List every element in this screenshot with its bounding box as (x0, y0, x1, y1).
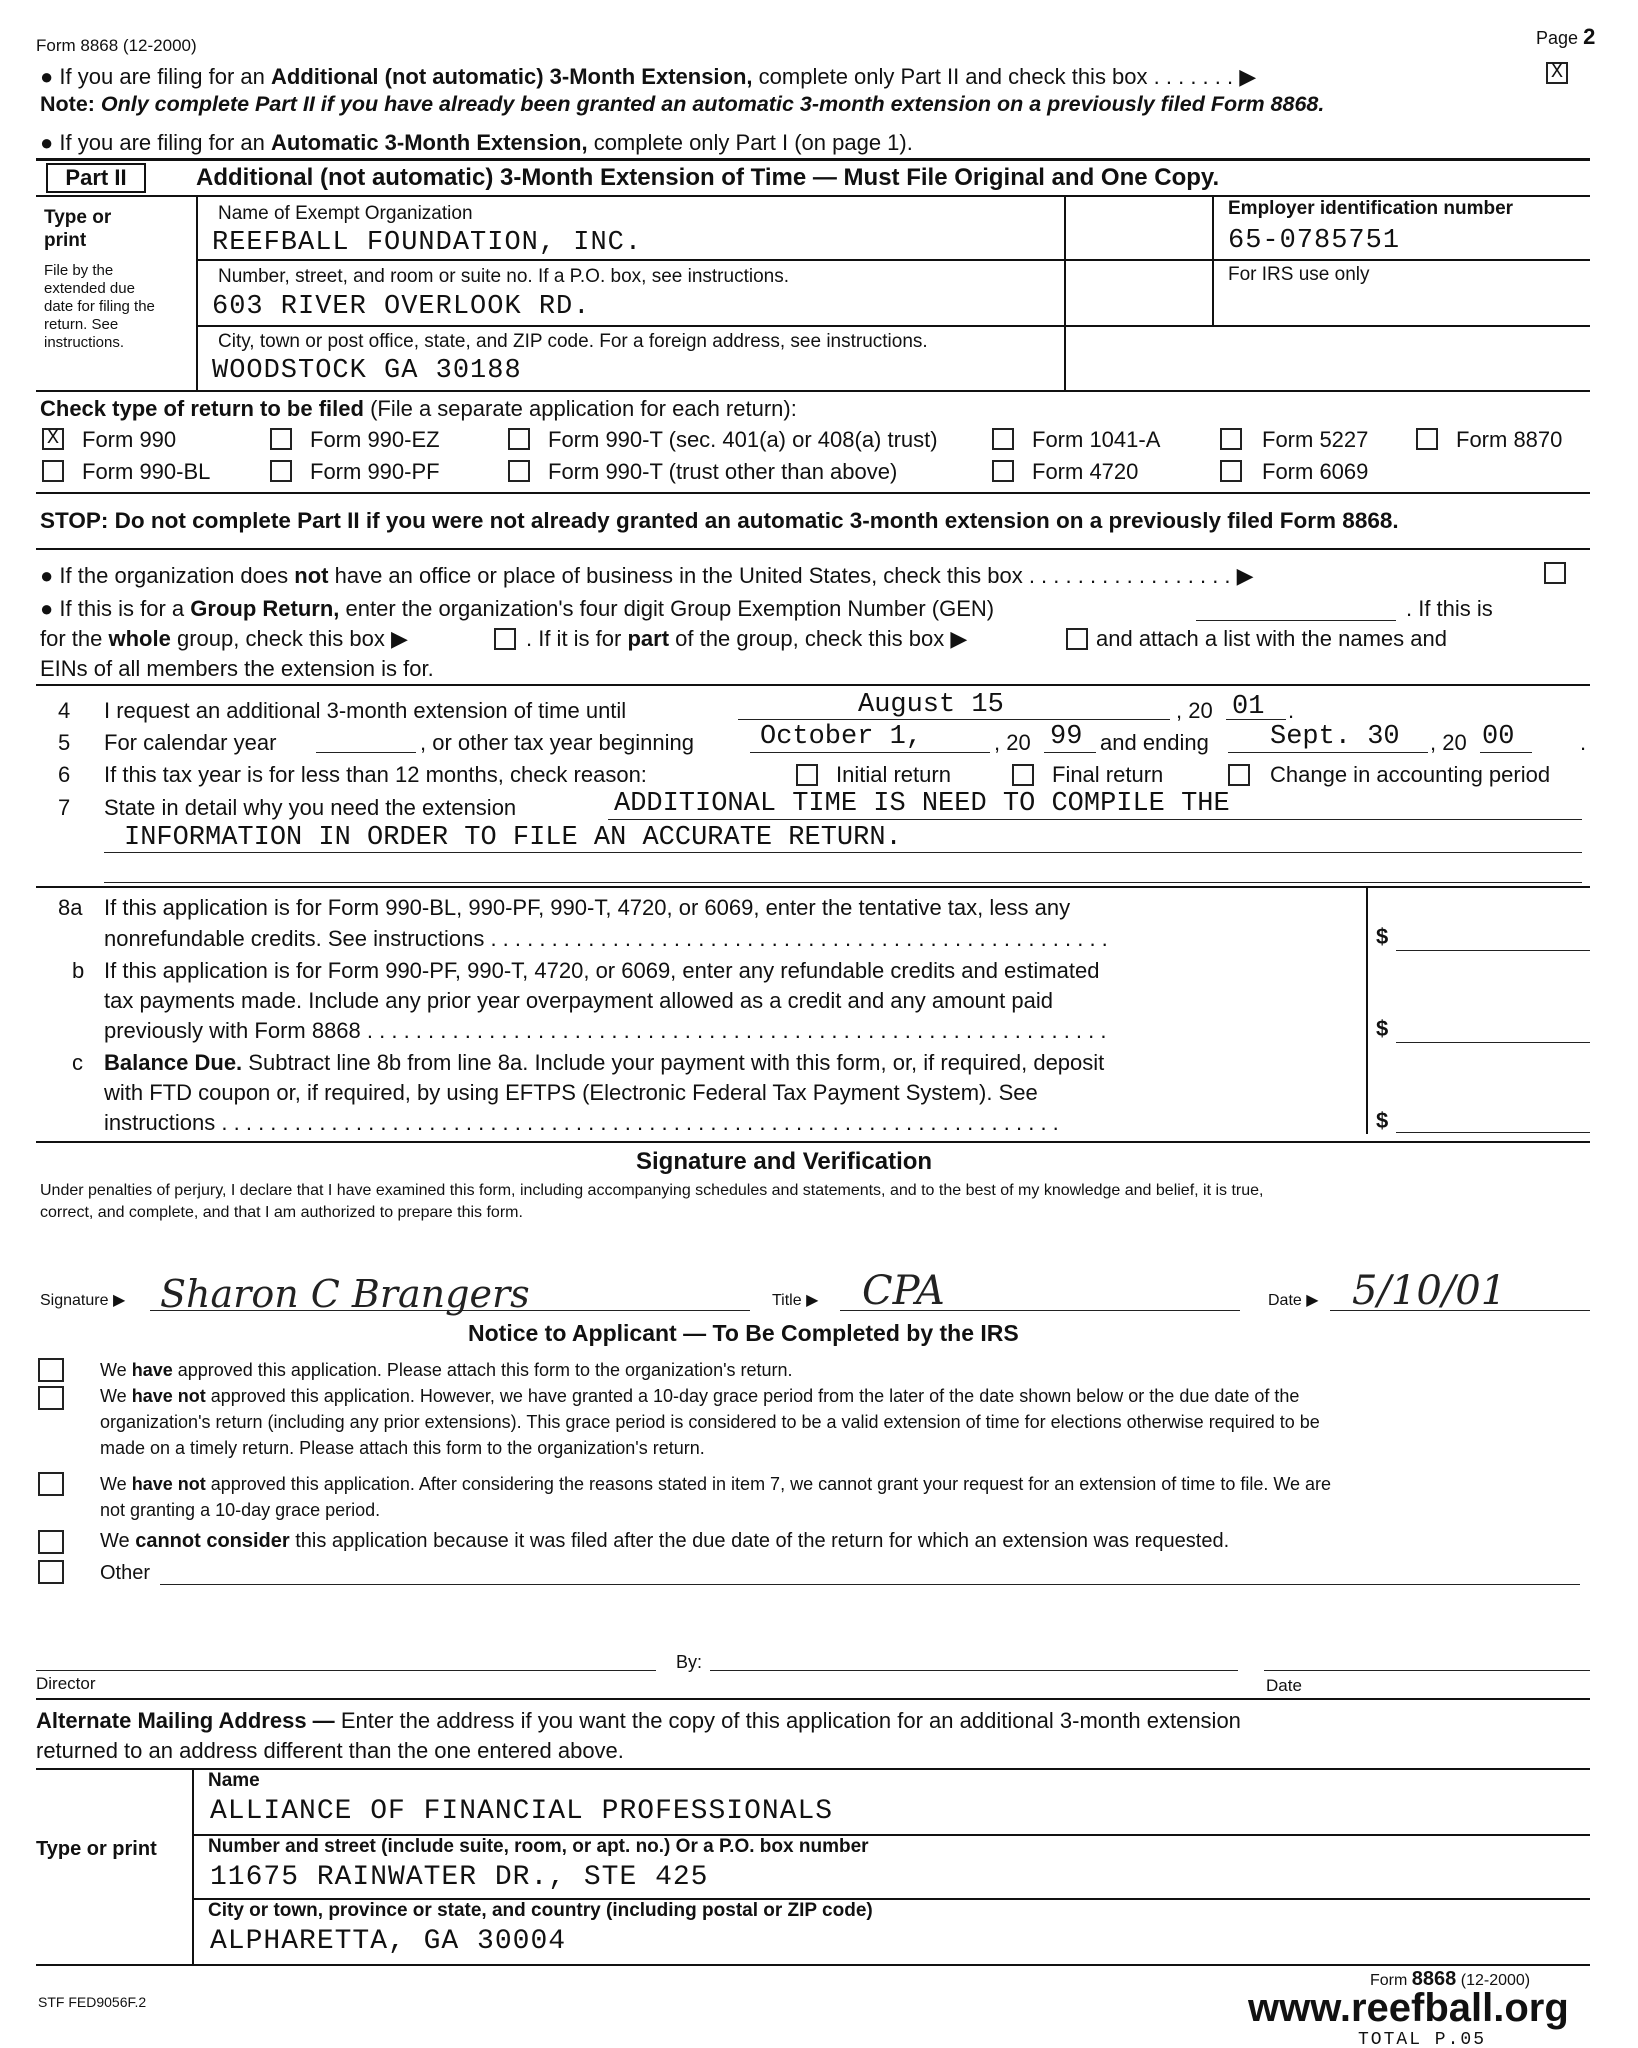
arrow-icon: ▶ (950, 626, 968, 651)
arrow-icon: ▶ (806, 1292, 819, 1309)
director-label: Director (36, 1674, 96, 1693)
irs-date-label: Date (1266, 1676, 1302, 1695)
form-990ez-label: Form 990-EZ (310, 427, 440, 452)
form-4720-checkbox[interactable] (992, 460, 1014, 482)
divider (36, 1698, 1590, 1700)
perjury-text-2: correct, and complete, and that I am authorized to prepare this form. (40, 1204, 523, 1221)
line-7-text: State in detail why you need the extension (104, 795, 517, 820)
notice-item-1-post: approved this application. Please attach this form to the organization's return. (177, 1360, 793, 1380)
balance-due-label: Balance Due. (104, 1050, 243, 1075)
other-label: Other (100, 1562, 151, 1584)
title-label-text: Title (772, 1292, 802, 1309)
bullet: ● (40, 563, 54, 588)
line-8c-text-3-label: instructions (104, 1110, 216, 1135)
group-text-check-part: of the group, check this box (675, 626, 945, 651)
line-4-year-prefix: , 20 (1176, 698, 1213, 723)
fax-total: TOTAL P.05 (1358, 2030, 1487, 2048)
cannot-consider-checkbox[interactable] (38, 1530, 64, 1554)
form-6069-checkbox[interactable] (1220, 460, 1242, 482)
period: . (1580, 730, 1587, 755)
line-8b-text-3: previously with Form 8868 . . . . . . . . . . . . . . . . . . . . . . . . . . . . . . . . . . . . . . . . . . . . . . . . . . . . . . . . . . . . . (104, 1018, 1107, 1043)
footer-form-pre: Form (1370, 1972, 1408, 1989)
form-4720-label: Form 4720 (1032, 459, 1139, 484)
form-990ez-checkbox[interactable] (270, 428, 292, 450)
signature-field[interactable]: Sharon C Brangers (160, 1272, 530, 1316)
city-field[interactable]: WOODSTOCK GA 30188 (212, 356, 522, 386)
form-990bl-checkbox[interactable] (42, 460, 64, 482)
form-5227-checkbox[interactable] (1220, 428, 1242, 450)
form-990t-sec-text: Form 990-T (sec. 401(a) or 408(a) trust) (548, 427, 938, 452)
gen-input[interactable] (1196, 620, 1396, 621)
line-5-end-year-underline (1480, 752, 1532, 753)
notice-item-3-post: approved this application. After considering the reasons stated in item 7, we cannot grant your request for an extension of time to file. We are (210, 1474, 1332, 1494)
director-input[interactable] (36, 1670, 656, 1671)
notice-item-4-bold: cannot consider (135, 1530, 290, 1552)
notice-item-4-pre: We (100, 1530, 130, 1552)
line-8c-text-3: instructions . . . . . . . . . . . . . . . . . . . . . . . . . . . . . . . . . . . . . . . . . . . . . . . . . . . . . . . . . . . . . . . . . . . . . (104, 1110, 1059, 1135)
intro-line-1-pre: If you are filing for an (59, 64, 265, 89)
alt-mail-heading-bold: Alternate Mailing Address — (36, 1708, 335, 1733)
footer-form-num: 8868 (1411, 1968, 1457, 1990)
office-line: ● If the organization does not have an office or place of business in the United States, check this box . . . . . . . . . . . . . . . . . ▶ (40, 563, 1254, 588)
form-6069-label: Form 6069 (1262, 459, 1369, 484)
alt-mail-heading (36, 1708, 1241, 1734)
period: . (1288, 698, 1295, 723)
notice-item-2-post: approved this application. However, we have granted a 10-day grace period from the later of the date shown below or the due date of the (210, 1386, 1300, 1406)
part2-checkbox[interactable]: X (1546, 62, 1568, 84)
divider (36, 1768, 1590, 1770)
extension-year-field[interactable]: 01 (1232, 692, 1265, 722)
irs-use-label: For IRS use only (1228, 264, 1370, 285)
refundable-credits-input[interactable] (1396, 1042, 1590, 1043)
line-8b-text-1: If this application is for Form 990-PF, 990-T, 4720, or 6069, enter any refundable credits and estimated (104, 958, 1100, 983)
not-approved-checkbox[interactable] (38, 1472, 64, 1496)
notice-item-2-bold: have not (131, 1386, 206, 1406)
bullet: ● (40, 596, 54, 621)
notice-item-2-line-2: organization's return (including any prior extensions). This grace period is considered to be a valid extension of time for elections otherwise required to be (100, 1412, 1320, 1432)
page-number: 2 (1583, 24, 1596, 49)
notice-item-3-pre: We (100, 1474, 127, 1494)
line-5-begin-year-prefix: , 20 (994, 730, 1031, 755)
line-5-text-b: , or other tax year beginning (420, 730, 694, 755)
return-type-heading-bold: Check type of return to be filed (40, 396, 364, 421)
line-8c-text-2: with FTD coupon or, if required, by using EFTPS (Electronic Federal Tax Payment System). See (104, 1080, 1038, 1105)
part-label: Part II (46, 163, 146, 193)
arrow-icon: ▶ (1239, 64, 1257, 89)
arrow-icon: ▶ (1236, 563, 1254, 588)
line-6-number: 6 (58, 762, 71, 787)
intro-line-1-post: complete only Part II and check this box (758, 64, 1148, 89)
line-8b-number: b (72, 958, 85, 983)
alt-name-field[interactable]: ALLIANCE OF FINANCIAL PROFESSIONALS (210, 1796, 834, 1827)
signature-label (40, 1290, 125, 1310)
alt-city-field[interactable]: ALPHARETTA, GA 30004 (210, 1926, 567, 1957)
grace-period-checkbox[interactable] (38, 1386, 64, 1410)
line-8a-number: 8a (58, 895, 83, 920)
initial-return-label: Initial return (836, 762, 951, 787)
footer-form-rev: (12-2000) (1460, 1972, 1531, 1989)
notice-item-2-pre: We (100, 1386, 127, 1406)
note-text: Only complete Part II if you have already been granted an automatic 3-month extension on a previously filed Form 8868. (100, 92, 1325, 116)
group-text-if-part: . If it is for (526, 626, 622, 651)
line-8a-text-2-label: nonrefundable credits. See instructions (104, 926, 485, 951)
line-8c-number: c (72, 1050, 83, 1075)
divider (196, 325, 1590, 327)
divider (36, 195, 1590, 197)
signature-heading: Signature and Verification (636, 1148, 933, 1175)
line-5-begin-underline (750, 752, 990, 753)
alt-name-label: Name (208, 1770, 260, 1791)
line-4-number: 4 (58, 698, 71, 723)
form-8870-checkbox[interactable] (1416, 428, 1438, 450)
final-return-checkbox[interactable] (1012, 764, 1034, 786)
form-990t-trust-checkbox[interactable] (508, 460, 530, 482)
divider (196, 259, 1590, 261)
dollar-sign: $ (1376, 1016, 1389, 1041)
tax-year-begin-field[interactable]: October 1, (760, 722, 923, 752)
intro-line-2 (40, 130, 913, 156)
notice-item-1-bold: have (131, 1360, 173, 1380)
alt-type-or-print: Type or print (36, 1838, 157, 1860)
intro-line-1-bold: Additional (not automatic) 3-Month Extension, (271, 64, 753, 89)
divider (36, 158, 1590, 161)
perjury-text-1: Under penalties of perjury, I declare that I have examined this form, including accompanying schedules and statements, and to the best of my knowledge and belief, it is true, (40, 1182, 1264, 1199)
form-990t-sec-checkbox[interactable] (508, 428, 530, 450)
street-label: Number, street, and room or suite no. If a P.O. box, see instructions. (218, 266, 789, 287)
group-line-1-bold: Group Return, (190, 596, 340, 621)
form-990t-sec-label (548, 427, 938, 453)
arrow-icon: ▶ (112, 1292, 126, 1309)
group-text-part: part (627, 626, 670, 651)
change-accounting-label: Change in accounting period (1270, 762, 1551, 787)
line-8c-text-1-rest: Subtract line 8b from line 8a. Include your payment with this form, or, if required, deposit (248, 1050, 1105, 1075)
org-name-label: Name of Exempt Organization (218, 203, 473, 224)
office-text-bold: not (294, 563, 329, 588)
alt-city-label: City or town, province or state, and country (including postal or ZIP code) (208, 1900, 873, 1921)
form-990t-trust-label: Form 990-T (trust other than above) (548, 459, 898, 484)
note-line (40, 92, 1324, 117)
divider (36, 1141, 1590, 1143)
notice-item-3-bold: have not (131, 1474, 206, 1494)
group-line-1 (40, 596, 994, 622)
bullet: ● (40, 64, 54, 89)
group-line-2b (526, 626, 967, 652)
calendar-year-input[interactable] (316, 752, 416, 753)
notice-item-4-post: this application because it was filed after the due date of the return for which an extension was requested. (295, 1530, 1230, 1552)
line-5-end-year-prefix: , 20 (1430, 730, 1467, 755)
notice-item-2 (100, 1386, 1299, 1407)
title-underline (840, 1310, 1240, 1311)
notice-item-1 (100, 1360, 793, 1381)
intro-line-1: ● If you are filing for an Additional (not automatic) 3-Month Extension, complete only Part II and check this box . . . . . . . ▶ (40, 64, 1257, 89)
divider (1064, 195, 1066, 391)
notice-item-2-line-3: made on a timely return. Please attach this form to the organization's return. (100, 1438, 705, 1458)
other-checkbox[interactable] (38, 1560, 64, 1584)
alt-mail-heading-2: returned to an address different than the one entered above. (36, 1738, 624, 1763)
form-5227-label: Form 5227 (1262, 427, 1369, 452)
divider (36, 548, 1590, 550)
line-5-begin-year-underline (1044, 752, 1096, 753)
date-underline (1330, 1310, 1590, 1311)
org-name-field[interactable]: REEFBALL FOUNDATION, INC. (212, 228, 643, 258)
irs-date-input[interactable] (1264, 1670, 1590, 1671)
office-text-post: have an office or place of business in the United States, check this box (334, 563, 1023, 588)
bullet: ● (40, 130, 54, 155)
type-or-print-label: Type or print (44, 207, 112, 251)
group-line-1-pre: If this is for a (59, 596, 185, 621)
initial-return-checkbox[interactable] (796, 764, 818, 786)
intro-line-2-post: complete only Part I (on page 1). (593, 130, 913, 155)
notice-item-3 (100, 1474, 1331, 1495)
form-990bl-label: Form 990-BL (82, 459, 211, 484)
title-label (772, 1290, 818, 1310)
watermark-url: www.reefball.org (1248, 1986, 1569, 2030)
line-5-ending-label: and ending (1100, 730, 1209, 755)
notice-item-4 (100, 1530, 1229, 1553)
office-text-pre: If the organization does (59, 563, 289, 588)
tax-year-end-field[interactable]: Sept. 30 (1270, 722, 1400, 752)
group-line-2c: and attach a list with the names and (1096, 626, 1447, 651)
other-input[interactable] (160, 1584, 1580, 1585)
part-title: Additional (not automatic) 3-Month Extension of Time — Must File Original and One Copy. (196, 164, 1220, 191)
form-1041a-checkbox[interactable] (992, 428, 1014, 450)
change-accounting-checkbox[interactable] (1228, 764, 1250, 786)
final-return-label: Final return (1052, 762, 1164, 787)
part-group-checkbox[interactable] (1066, 628, 1088, 650)
alt-mail-heading-rest: Enter the address if you want the copy of this application for an additional 3-month extension (340, 1708, 1241, 1733)
approved-checkbox[interactable] (38, 1358, 64, 1382)
page-word: Page (1536, 28, 1579, 48)
date-label-text: Date (1268, 1292, 1302, 1309)
group-line-1-end: . If this is (1406, 596, 1493, 621)
divider (36, 1964, 1590, 1966)
street-field[interactable]: 603 RIVER OVERLOOK RD. (212, 292, 591, 322)
line-5-end-underline (1228, 752, 1428, 753)
date-label (1268, 1290, 1319, 1310)
line-6-text: If this tax year is for less than 12 months, check reason: (104, 762, 647, 787)
dollar-sign: $ (1376, 924, 1389, 949)
divider (36, 492, 1590, 494)
title-field[interactable]: CPA (862, 1268, 945, 1314)
divider (196, 195, 198, 391)
return-type-heading (40, 396, 797, 422)
form-1041a-label: Form 1041-A (1032, 427, 1161, 452)
line-8a-text-1: If this application is for Form 990-BL, 990-PF, 990-T, 4720, or 6069, enter the tentative tax, less any (104, 895, 1071, 920)
stop-warning: STOP: Do not complete Part II if you were not already granted an automatic 3-month extension on a previously filed Form 8868. (40, 508, 1399, 533)
by-label: By: (676, 1652, 703, 1672)
by-input[interactable] (710, 1670, 1238, 1671)
line-5-number: 5 (58, 730, 71, 755)
line-7-underline-1 (608, 819, 1582, 820)
line-7-number: 7 (58, 795, 71, 820)
line-8b-text-2: tax payments made. Include any prior year overpayment allowed as a credit and any amount paid (104, 988, 1053, 1013)
footer-code: STF FED9056F.2 (38, 1994, 147, 2010)
intro-line-2-pre: If you are filing for an (59, 130, 265, 155)
notice-item-3-line-2: not granting a 10-day grace period. (100, 1500, 381, 1520)
date-field[interactable]: 5/10/01 (1352, 1268, 1507, 1314)
extension-reason-line-2[interactable]: INFORMATION IN ORDER TO FILE AN ACCURATE RETURN. (124, 823, 902, 853)
tentative-tax-input[interactable] (1396, 950, 1590, 951)
notice-heading: Notice to Applicant — To Be Completed by the IRS (468, 1320, 1019, 1346)
line-5-text-a: For calendar year (104, 730, 277, 755)
alt-street-field[interactable]: 11675 RAINWATER DR., STE 425 (210, 1862, 709, 1893)
group-text-for-the: for the (40, 626, 103, 651)
form-id: Form 8868 (12-2000) (36, 36, 197, 55)
divider (1366, 886, 1368, 1134)
group-text-whole: whole (108, 626, 171, 651)
divider (192, 1768, 194, 1966)
signature-underline (150, 1310, 750, 1311)
divider (36, 684, 1590, 686)
group-text-check-whole: group, check this box (176, 626, 385, 651)
extension-reason-line-1[interactable]: ADDITIONAL TIME IS NEED TO COMPILE THE (614, 789, 1230, 819)
tax-year-begin-year-field[interactable]: 99 (1050, 722, 1083, 752)
line-4-text: I request an additional 3-month extension of time until (104, 698, 627, 723)
divider (36, 390, 1590, 392)
return-type-heading-rest: (File a separate application for each return): (370, 396, 797, 421)
signature-label-text: Signature (40, 1292, 109, 1309)
ein-label: Employer identification number (1228, 198, 1514, 219)
balance-due-input[interactable] (1396, 1132, 1590, 1133)
alt-street-label: Number and street (include suite, room, or apt. no.) Or a P.O. box number (208, 1836, 869, 1857)
dollar-sign: $ (1376, 1108, 1389, 1133)
form-990pf-label: Form 990-PF (310, 459, 440, 484)
notice-item-1-pre: We (100, 1360, 127, 1380)
file-by-note: File by the extended due date for filing the return. See instructions. (44, 262, 155, 351)
no-us-office-checkbox[interactable] (1544, 562, 1566, 584)
note-label: Note: (40, 92, 95, 116)
page-label (1536, 24, 1595, 50)
form-990-label: Form 990 (82, 427, 177, 452)
line-8b-text-3-label: previously with Form 8868 (104, 1018, 361, 1043)
form-990-checkbox[interactable]: X (42, 428, 64, 450)
line-7-underline-3 (104, 882, 1582, 883)
whole-group-checkbox[interactable] (494, 628, 516, 650)
group-line-2a (40, 626, 408, 652)
form-990pf-checkbox[interactable] (270, 460, 292, 482)
divider (36, 886, 1590, 888)
line-8c-text-1 (104, 1050, 1104, 1076)
arrow-icon: ▶ (1306, 1292, 1319, 1309)
form-8870-label: Form 8870 (1456, 427, 1563, 452)
group-line-1-post: enter the organization's four digit Group Exemption Number (GEN) (345, 596, 995, 621)
group-line-3: EINs of all members the extension is for. (40, 656, 434, 681)
city-label: City, town or post office, state, and ZIP code. For a foreign address, see instructions. (218, 331, 928, 352)
extension-date-field[interactable]: August 15 (858, 690, 1004, 720)
line-8a-text-2: nonrefundable credits. See instructions . . . . . . . . . . . . . . . . . . . . . . . . . . . . . . . . . . . . . . . . . . . . . . . . . . . (104, 926, 1108, 951)
intro-line-2-bold: Automatic 3-Month Extension, (271, 130, 588, 155)
arrow-icon: ▶ (391, 626, 408, 651)
ein-field[interactable]: 65-0785751 (1228, 226, 1401, 256)
tax-year-end-year-field[interactable]: 00 (1482, 722, 1515, 752)
